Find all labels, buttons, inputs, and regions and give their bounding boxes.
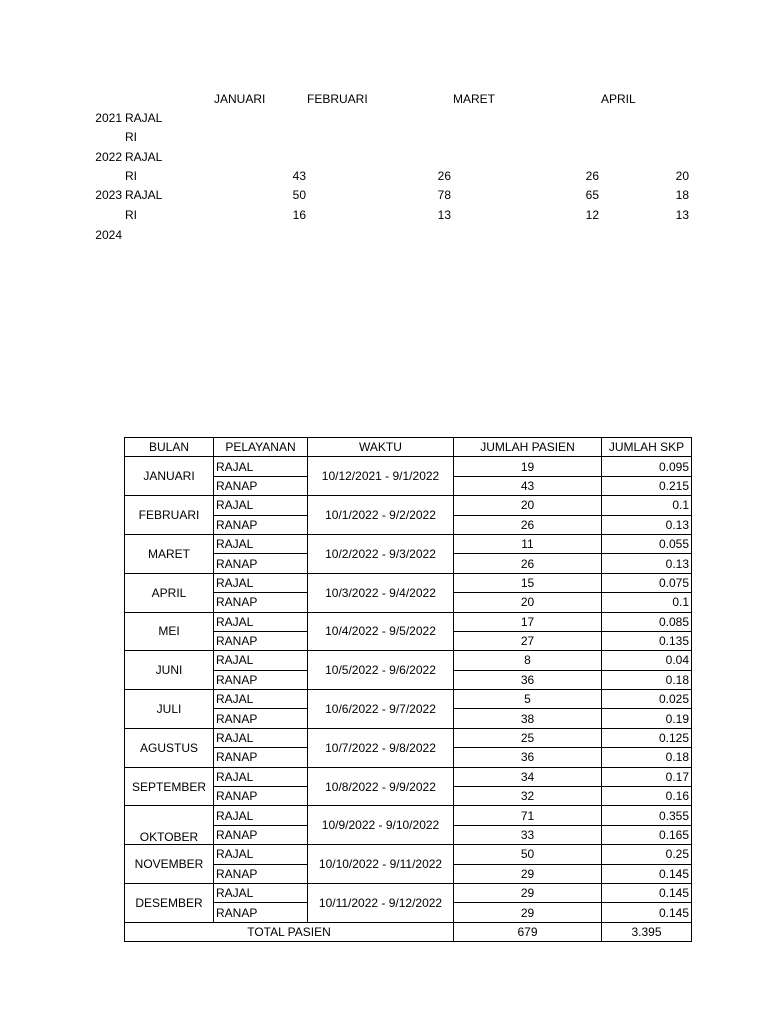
service-cell: RAJAL xyxy=(214,573,308,592)
skp-cell: 0.13 xyxy=(602,554,692,573)
service-cell: RANAP xyxy=(214,864,308,883)
summary-month-header: APRIL xyxy=(601,92,636,106)
total-row xyxy=(125,922,692,941)
period-cell: 10/7/2022 - 9/8/2022 xyxy=(308,728,454,767)
month-cell: FEBRUARI xyxy=(125,496,214,535)
month-cell: SEPTEMBER xyxy=(125,767,214,806)
month-cell: JULI xyxy=(125,690,214,729)
summary-month-header: JANUARI xyxy=(214,92,266,106)
summary-year: 2021 xyxy=(95,111,122,125)
service-cell: RAJAL xyxy=(214,883,308,902)
summary-value: 20 xyxy=(675,169,689,183)
skp-cell: 0.16 xyxy=(602,787,692,806)
patient-count-cell: 36 xyxy=(454,670,602,689)
table-body xyxy=(125,457,692,922)
patient-count-cell: 32 xyxy=(454,787,602,806)
period-cell: 10/10/2022 - 9/11/2022 xyxy=(308,845,454,884)
service-cell: RANAP xyxy=(214,903,308,922)
period-cell: 10/2/2022 - 9/3/2022 xyxy=(308,534,454,573)
patient-count-cell: 26 xyxy=(454,515,602,534)
skp-cell: 0.085 xyxy=(602,612,692,631)
total-label: TOTAL PASIEN xyxy=(125,922,454,941)
summary-service: RI xyxy=(125,130,137,144)
patient-count-cell: 34 xyxy=(454,767,602,786)
service-cell: RAJAL xyxy=(214,845,308,864)
skp-cell: 0.165 xyxy=(602,825,692,844)
summary-value: 13 xyxy=(437,208,451,222)
service-cell: RAJAL xyxy=(214,806,308,825)
patient-count-cell: 71 xyxy=(454,806,602,825)
skp-cell: 0.04 xyxy=(602,651,692,670)
service-cell: RANAP xyxy=(214,631,308,650)
table-row xyxy=(125,806,692,825)
service-cell: RANAP xyxy=(214,476,308,495)
patient-count-cell: 20 xyxy=(454,496,602,515)
skp-cell: 0.17 xyxy=(602,767,692,786)
patient-count-cell: 33 xyxy=(454,825,602,844)
column-header-pelayanan: PELAYANAN xyxy=(214,438,308,457)
total-patient-count: 679 xyxy=(454,922,602,941)
skp-cell: 0.145 xyxy=(602,903,692,922)
patient-count-cell: 27 xyxy=(454,631,602,650)
skp-cell: 0.145 xyxy=(602,883,692,902)
patient-count-cell: 17 xyxy=(454,612,602,631)
patient-count-cell: 43 xyxy=(454,476,602,495)
summary-year: 2024 xyxy=(95,228,122,242)
skp-cell: 0.025 xyxy=(602,690,692,709)
summary-service: RI xyxy=(125,169,137,183)
skp-cell: 0.215 xyxy=(602,476,692,495)
summary-value: 18 xyxy=(675,188,689,202)
service-cell: RAJAL xyxy=(214,767,308,786)
table-header-row xyxy=(125,438,692,457)
skp-cell: 0.19 xyxy=(602,709,692,728)
column-header-jumlah-pasien: JUMLAH PASIEN xyxy=(454,438,602,457)
table-row xyxy=(125,883,692,902)
table-row xyxy=(125,651,692,670)
service-cell: RAJAL xyxy=(214,534,308,553)
patient-count-cell: 26 xyxy=(454,554,602,573)
period-cell: 10/5/2022 - 9/6/2022 xyxy=(308,651,454,690)
patient-count-cell: 20 xyxy=(454,593,602,612)
patient-count-cell: 15 xyxy=(454,573,602,592)
patient-count-cell: 29 xyxy=(454,883,602,902)
summary-value: 43 xyxy=(292,169,306,183)
patient-count-cell: 25 xyxy=(454,728,602,747)
skp-cell: 0.355 xyxy=(602,806,692,825)
period-cell: 10/12/2021 - 9/1/2022 xyxy=(308,457,454,496)
table-row xyxy=(125,728,692,747)
column-header-jumlah-skp: JUMLAH SKP xyxy=(602,438,692,457)
service-cell: RAJAL xyxy=(214,728,308,747)
service-cell: RANAP xyxy=(214,709,308,728)
table-row xyxy=(125,690,692,709)
summary-value: 16 xyxy=(292,208,306,222)
service-cell: RAJAL xyxy=(214,651,308,670)
period-cell: 10/3/2022 - 9/4/2022 xyxy=(308,573,454,612)
period-cell: 10/1/2022 - 9/2/2022 xyxy=(308,496,454,535)
month-cell: AGUSTUS xyxy=(125,728,214,767)
month-cell: MARET xyxy=(125,534,214,573)
patient-count-cell: 50 xyxy=(454,845,602,864)
service-cell: RAJAL xyxy=(214,496,308,515)
skp-cell: 0.13 xyxy=(602,515,692,534)
period-cell: 10/9/2022 - 9/10/2022 xyxy=(308,806,454,845)
service-cell: RANAP xyxy=(214,593,308,612)
table-row xyxy=(125,767,692,786)
period-cell: 10/4/2022 - 9/5/2022 xyxy=(308,612,454,651)
period-cell: 10/6/2022 - 9/7/2022 xyxy=(308,690,454,729)
skp-cell: 0.055 xyxy=(602,534,692,553)
summary-value: 50 xyxy=(292,188,306,202)
patient-count-cell: 29 xyxy=(454,903,602,922)
skp-cell: 0.135 xyxy=(602,631,692,650)
service-cell: RAJAL xyxy=(214,457,308,476)
summary-month-header: FEBRUARI xyxy=(307,92,368,106)
month-cell: JANUARI xyxy=(125,457,214,496)
table-row xyxy=(125,534,692,553)
service-cell: RANAP xyxy=(214,554,308,573)
period-cell: 10/8/2022 - 9/9/2022 xyxy=(308,767,454,806)
summary-month-header: MARET xyxy=(453,92,495,106)
patient-table xyxy=(124,437,692,942)
column-header-waktu: WAKTU xyxy=(308,438,454,457)
summary-service: RI xyxy=(125,208,137,222)
summary-service: RAJAL xyxy=(125,188,163,202)
table-row xyxy=(125,612,692,631)
month-cell: OKTOBER xyxy=(125,806,214,845)
month-cell: NOVEMBER xyxy=(125,845,214,884)
service-cell: RANAP xyxy=(214,515,308,534)
skp-cell: 0.095 xyxy=(602,457,692,476)
patient-count-cell: 19 xyxy=(454,457,602,476)
summary-value: 26 xyxy=(585,169,599,183)
service-cell: RANAP xyxy=(214,825,308,844)
skp-cell: 0.18 xyxy=(602,670,692,689)
summary-value: 13 xyxy=(675,208,689,222)
table-row xyxy=(125,573,692,592)
table-row xyxy=(125,845,692,864)
service-cell: RANAP xyxy=(214,787,308,806)
skp-cell: 0.18 xyxy=(602,748,692,767)
summary-value: 78 xyxy=(437,188,451,202)
month-cell: JUNI xyxy=(125,651,214,690)
summary-service: RAJAL xyxy=(125,111,163,125)
skp-cell: 0.1 xyxy=(602,496,692,515)
period-cell: 10/11/2022 - 9/12/2022 xyxy=(308,883,454,922)
month-cell: APRIL xyxy=(125,573,214,612)
month-cell: MEI xyxy=(125,612,214,651)
patient-count-cell: 38 xyxy=(454,709,602,728)
skp-cell: 0.075 xyxy=(602,573,692,592)
patient-count-cell: 5 xyxy=(454,690,602,709)
column-header-bulan: BULAN xyxy=(125,438,214,457)
table-row xyxy=(125,496,692,515)
skp-cell: 0.145 xyxy=(602,864,692,883)
service-cell: RANAP xyxy=(214,670,308,689)
summary-value: 12 xyxy=(585,208,599,222)
service-cell: RANAP xyxy=(214,748,308,767)
summary-service: RAJAL xyxy=(125,150,163,164)
service-cell: RAJAL xyxy=(214,690,308,709)
month-cell: DESEMBER xyxy=(125,883,214,922)
skp-cell: 0.1 xyxy=(602,593,692,612)
patient-count-cell: 29 xyxy=(454,864,602,883)
service-cell: RAJAL xyxy=(214,612,308,631)
patient-count-cell: 8 xyxy=(454,651,602,670)
summary-value: 65 xyxy=(585,188,599,202)
summary-year: 2023 xyxy=(95,188,122,202)
skp-cell: 0.125 xyxy=(602,728,692,747)
summary-year: 2022 xyxy=(95,150,122,164)
table-row xyxy=(125,457,692,476)
total-skp: 3.395 xyxy=(602,922,692,941)
summary-value: 26 xyxy=(437,169,451,183)
skp-cell: 0.25 xyxy=(602,845,692,864)
patient-count-cell: 36 xyxy=(454,748,602,767)
patient-count-cell: 11 xyxy=(454,534,602,553)
